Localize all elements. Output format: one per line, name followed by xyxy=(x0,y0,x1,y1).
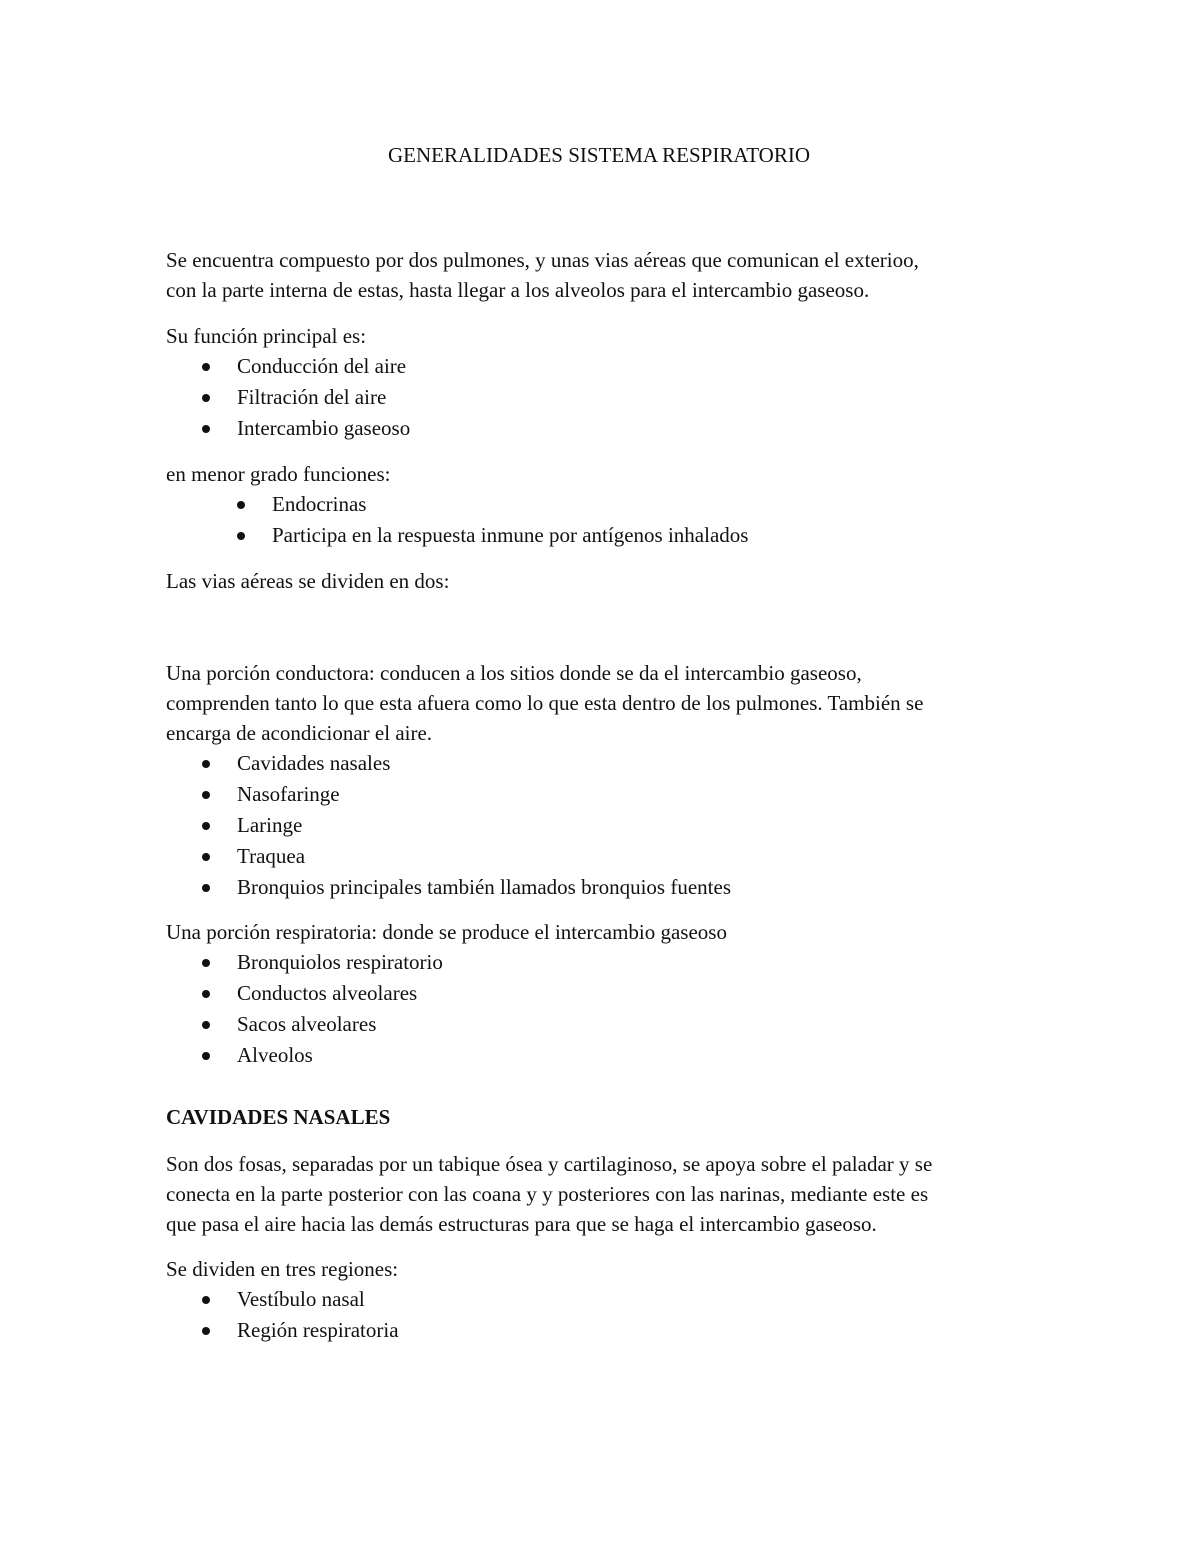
list-item xyxy=(166,947,1046,978)
list-item xyxy=(166,872,1046,903)
list-item-text: Traquea xyxy=(237,844,306,868)
bullet-icon xyxy=(202,822,210,830)
list-item xyxy=(166,1315,1046,1346)
list-item xyxy=(166,1284,1046,1315)
list-item-text: Bronquiolos respiratorio xyxy=(237,950,443,974)
bullet-icon xyxy=(202,760,210,768)
conductora-list xyxy=(166,748,1046,903)
respiratoria-label: Una porción respiratoria: donde se produce el intercambio gaseoso xyxy=(166,920,727,944)
list-item xyxy=(166,413,1046,444)
list-item-text: Intercambio gaseoso xyxy=(237,416,411,440)
list-item-text: Filtración del aire xyxy=(237,385,387,409)
bullet-icon xyxy=(237,501,245,509)
list-item-text: Bronquios principales también llamados bronquios fuentes xyxy=(237,875,731,899)
division-label: Las vias aéreas se dividen en dos: xyxy=(166,569,450,593)
bullet-icon xyxy=(202,791,210,799)
bullet-icon xyxy=(202,1296,210,1304)
bullet-icon xyxy=(202,853,210,861)
bullet-icon xyxy=(237,532,245,540)
menor-funciones-list xyxy=(166,489,1046,551)
funciones-list xyxy=(166,351,1046,444)
list-item-text: Sacos alveolares xyxy=(237,1012,377,1036)
list-item-text: Endocrinas xyxy=(272,492,367,516)
list-item xyxy=(166,779,1046,810)
list-item-text: Región respiratoria xyxy=(237,1318,399,1343)
list-item xyxy=(166,382,1046,413)
respiratoria-list xyxy=(166,947,1046,1071)
list-item-text: Cavidades nasales xyxy=(237,751,391,775)
list-item-text: Alveolos xyxy=(237,1043,313,1067)
intro-line: Se encuentra compuesto por dos pulmones, y unas vias aéreas que comunican el exterioo, xyxy=(166,248,919,272)
bullet-icon xyxy=(202,884,210,892)
list-item xyxy=(166,748,1046,779)
list-item xyxy=(166,1040,1046,1071)
nasal-line: que pasa el aire hacia las demás estructuras para que se haga el intercambio gaseoso. xyxy=(166,1212,877,1237)
section-heading-cavidades-nasales: CAVIDADES NASALES xyxy=(166,1105,391,1129)
bullet-icon xyxy=(202,990,210,998)
nasal-line: Son dos fosas, separadas por un tabique ósea y cartilaginoso, se apoya sobre el paladar y se xyxy=(166,1152,933,1177)
list-item xyxy=(166,1009,1046,1040)
conductora-paragraph xyxy=(166,658,1046,748)
bullet-icon xyxy=(202,1327,210,1335)
regiones-label: Se dividen en tres regiones: xyxy=(166,1257,399,1282)
bullet-icon xyxy=(202,959,210,967)
nasal-paragraph xyxy=(166,1149,1046,1239)
list-item xyxy=(166,351,1046,382)
bullet-icon xyxy=(202,1021,210,1029)
document-title: GENERALIDADES SISTEMA RESPIRATORIO xyxy=(388,143,810,167)
list-item-text: Laringe xyxy=(237,813,303,837)
bullet-icon xyxy=(202,425,210,433)
bullet-icon xyxy=(202,394,210,402)
bullet-icon xyxy=(202,1052,210,1060)
list-item-text: Vestíbulo nasal xyxy=(237,1287,365,1312)
regiones-list xyxy=(166,1284,1046,1346)
conductora-line: comprenden tanto lo que esta afuera como lo que esta dentro de los pulmones. También se xyxy=(166,691,924,715)
list-item xyxy=(166,520,1046,551)
intro-line: con la parte interna de estas, hasta llegar a los alveolos para el intercambio gaseoso. xyxy=(166,278,870,302)
conductora-line: encarga de acondicionar el aire. xyxy=(166,721,433,745)
list-item-text: Participa en la respuesta inmune por antígenos inhalados xyxy=(272,523,749,547)
document-body xyxy=(166,140,1046,1346)
intro-paragraph xyxy=(166,245,1046,305)
list-item-text: Nasofaringe xyxy=(237,782,340,806)
conductora-line: Una porción conductora: conducen a los sitios donde se da el intercambio gaseoso, xyxy=(166,661,862,685)
list-item-text: Conductos alveolares xyxy=(237,981,418,1005)
list-item xyxy=(166,841,1046,872)
funcion-principal-label: Su función principal es: xyxy=(166,324,367,348)
list-item xyxy=(166,810,1046,841)
list-item-text: Conducción del aire xyxy=(237,354,407,378)
bullet-icon xyxy=(202,363,210,371)
list-item xyxy=(166,489,1046,520)
menor-grado-label: en menor grado funciones: xyxy=(166,462,391,486)
nasal-line: conecta en la parte posterior con las coana y y posteriores con las narinas, mediante este es xyxy=(166,1182,929,1207)
list-item xyxy=(166,978,1046,1009)
